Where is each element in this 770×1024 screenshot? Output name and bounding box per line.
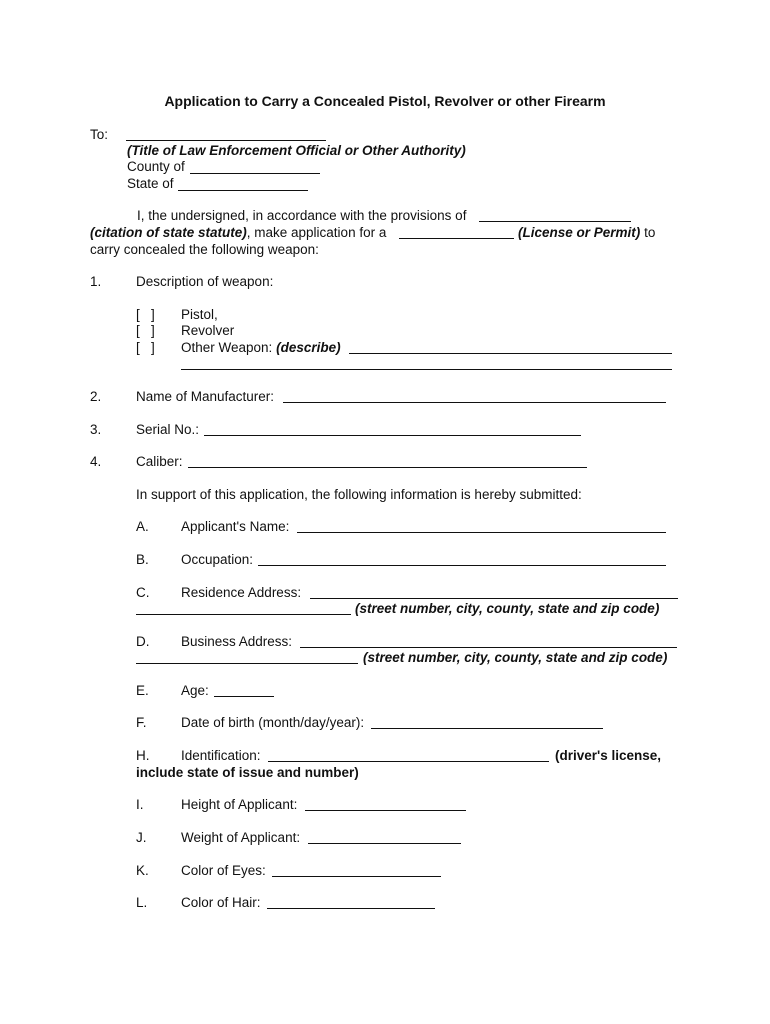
field-f-letter: F. — [136, 715, 147, 730]
county-label: County of — [127, 159, 185, 174]
pistol-checkbox[interactable]: [ ] — [136, 307, 155, 322]
weight-line[interactable] — [308, 843, 461, 844]
intro-text-4: carry concealed the following weapon: — [90, 242, 319, 257]
date-of-birth-label: Date of birth (month/day/year): — [181, 715, 365, 730]
weight-label: Weight of Applicant: — [181, 830, 301, 845]
item-4-number: 4. — [90, 454, 102, 469]
intro-text-2: , make application for a — [246, 225, 387, 240]
height-label: Height of Applicant: — [181, 797, 298, 812]
residence-address-hint: (street number, city, county, state and zip code) — [355, 601, 660, 616]
residence-address-line[interactable] — [310, 598, 678, 599]
height-line[interactable] — [305, 810, 466, 811]
field-j-letter: J. — [136, 830, 147, 845]
residence-address-label: Residence Address: — [181, 585, 302, 600]
license-type-line[interactable] — [399, 238, 514, 239]
age-label: Age: — [181, 683, 209, 698]
page-title: Application to Carry a Concealed Pistol, Revolver or other Firearm — [164, 93, 606, 109]
age-line[interactable] — [214, 696, 274, 697]
revolver-label: Revolver — [181, 323, 235, 338]
occupation-line[interactable] — [258, 565, 666, 566]
field-k-letter: K. — [136, 863, 149, 878]
eye-color-label: Color of Eyes: — [181, 863, 266, 878]
applicant-name-line[interactable] — [297, 532, 666, 533]
other-weapon-line-2[interactable] — [181, 369, 672, 370]
field-l-letter: L. — [136, 895, 148, 910]
authority-title-hint: (Title of Law Enforcement Official or Other Authority) — [127, 143, 466, 158]
to-authority-line[interactable] — [126, 140, 326, 141]
statute-line[interactable] — [479, 221, 631, 222]
other-weapon-line[interactable] — [349, 353, 672, 354]
county-line[interactable] — [190, 173, 320, 174]
to-label: To: — [90, 127, 109, 142]
date-of-birth-line[interactable] — [371, 728, 603, 729]
identification-hint-2: include state of issue and number) — [136, 765, 359, 780]
field-b-letter: B. — [136, 552, 149, 567]
other-weapon-label: Other Weapon: — [181, 340, 273, 355]
item-3-label: Serial No.: — [136, 422, 200, 437]
describe-hint: (describe) — [276, 340, 341, 355]
field-e-letter: E. — [136, 683, 149, 698]
eye-color-line[interactable] — [272, 876, 441, 877]
field-d-letter: D. — [136, 634, 150, 649]
pistol-label: Pistol, — [181, 307, 218, 322]
field-c-letter: C. — [136, 585, 150, 600]
hair-color-label: Color of Hair: — [181, 895, 261, 910]
citation-hint: (citation of state statute) — [90, 225, 247, 240]
item-3-number: 3. — [90, 422, 102, 437]
business-address-line[interactable] — [300, 647, 677, 648]
item-1-number: 1. — [90, 274, 102, 289]
serial-line[interactable] — [204, 435, 581, 436]
business-address-line-2[interactable] — [136, 663, 358, 664]
applicant-name-label: Applicant's Name: — [181, 519, 290, 534]
business-address-label: Business Address: — [181, 634, 293, 649]
hair-color-line[interactable] — [267, 908, 435, 909]
intro-text-1: I, the undersigned, in accordance with the provisions of — [137, 208, 467, 223]
item-2-number: 2. — [90, 389, 102, 404]
field-h-letter: H. — [136, 748, 150, 763]
business-address-hint: (street number, city, county, state and zip code) — [363, 650, 668, 665]
identification-hint-1: (driver's license, — [555, 748, 662, 763]
occupation-label: Occupation: — [181, 552, 254, 567]
field-i-letter: I. — [136, 797, 144, 812]
license-permit-hint: (License or Permit) — [518, 225, 641, 240]
item-2-label: Name of Manufacturer: — [136, 389, 275, 404]
manufacturer-line[interactable] — [283, 402, 666, 403]
other-weapon-checkbox[interactable]: [ ] — [136, 340, 155, 355]
intro-text-3: to — [644, 225, 656, 240]
residence-address-line-2[interactable] — [136, 614, 351, 615]
item-4-label: Caliber: — [136, 454, 183, 469]
identification-line[interactable] — [268, 761, 549, 762]
support-intro: In support of this application, the following information is hereby submitted: — [136, 487, 582, 502]
revolver-checkbox[interactable]: [ ] — [136, 323, 155, 338]
field-a-letter: A. — [136, 519, 149, 534]
item-1-label: Description of weapon: — [136, 274, 274, 289]
caliber-line[interactable] — [188, 467, 587, 468]
state-line[interactable] — [178, 190, 308, 191]
state-label: State of — [127, 176, 174, 191]
identification-label: Identification: — [181, 748, 261, 763]
